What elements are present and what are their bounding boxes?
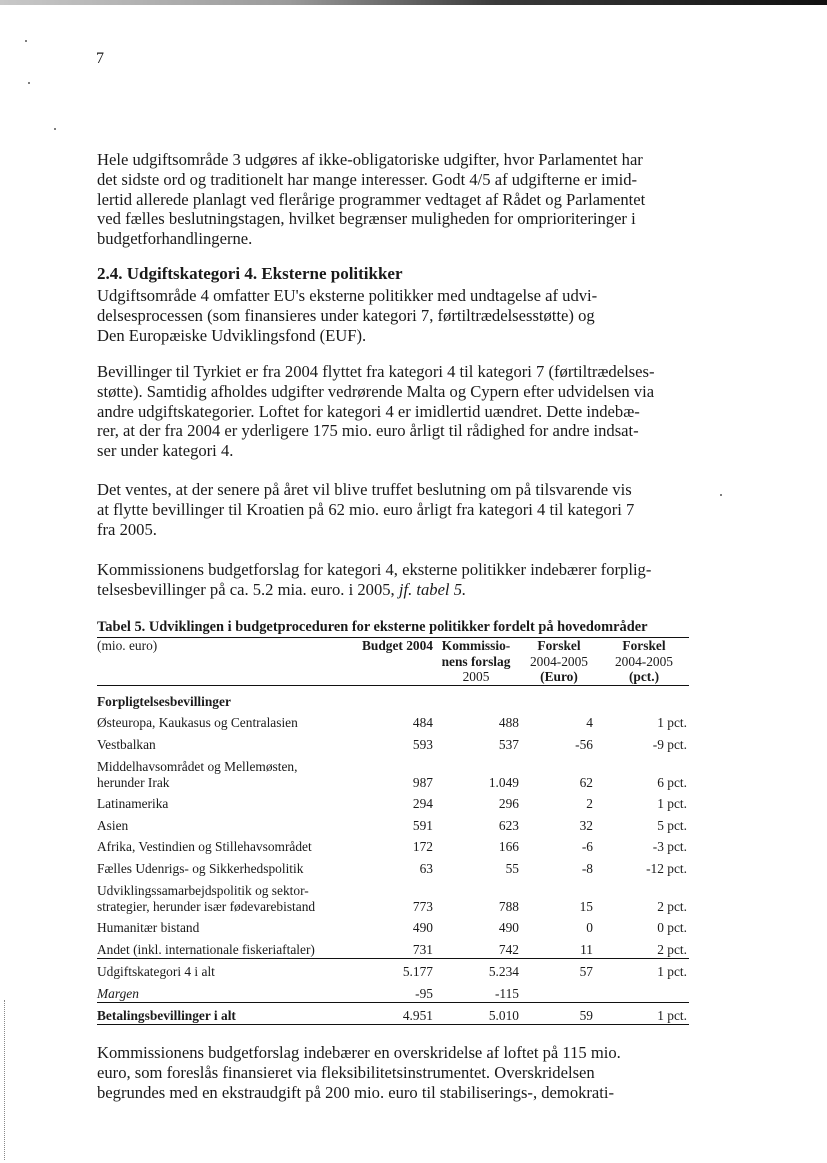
cell-forslag: 490 <box>498 920 519 935</box>
cell-pct: 6 pct. <box>657 774 687 790</box>
header-forskel-pct: Forskel <box>622 638 666 653</box>
cell-forslag: 55 <box>505 860 519 876</box>
cell-forskel: 0 <box>586 920 593 935</box>
cell-forskel: 2 <box>586 796 593 811</box>
cell-forskel: -56 <box>575 736 593 752</box>
cell-forskel: -6 <box>581 839 593 854</box>
table-section-row <box>97 685 689 710</box>
header-forskel-euro: Forskel <box>537 638 581 653</box>
table-row <box>97 936 689 958</box>
text-line: Det ventes, at der senere på året vil blive truffet beslutning om på tilsvarende vis <box>97 480 632 499</box>
cell-forslag: 296 <box>498 796 519 811</box>
table-row <box>97 877 689 915</box>
cell-pct: 0 pct. <box>657 920 687 935</box>
cell-budget: 63 <box>419 860 433 876</box>
cell-forslag: 5.234 <box>433 958 519 980</box>
paragraph-croatia <box>97 480 693 539</box>
text-line: Bevillinger til Tyrkiet er fra 2004 flyttet fra kategori 4 til kategori 7 (førtiltrædelses- <box>97 362 655 381</box>
table-margin-row <box>97 980 689 1002</box>
table-header-row <box>97 638 689 654</box>
text-line: støtte). Samtidig afholdes udgifter vedrørende Malta og Cypern efter udvidelsen via <box>97 381 655 401</box>
paragraph-overrun <box>97 1043 693 1102</box>
cell-pct: 1 pct. <box>599 1002 689 1025</box>
paragraph-budget-category-3 <box>97 150 693 249</box>
row-label: Andet (inkl. internationale fiskeriaftaler) <box>97 941 315 957</box>
paragraph-scope <box>97 286 693 345</box>
row-label-line1: Middelhavsområdet og Mellemøsten, <box>97 758 298 774</box>
text-line: budgetforhandlingerne. <box>97 229 253 249</box>
table-payments-row <box>97 1002 689 1025</box>
scan-speck <box>28 82 30 84</box>
table-row <box>97 731 689 753</box>
text-line: at flytte bevillinger til Kroatien på 62 mio. euro årligt fra kategori 4 til kategori 7 <box>97 499 635 519</box>
section-label: Forpligtelsesbevillinger <box>97 693 231 709</box>
cell-budget: 591 <box>412 817 433 833</box>
header-forskel-euro-line3: (Euro) <box>540 669 578 684</box>
cell-forslag: 166 <box>498 839 519 854</box>
scan-speck <box>54 128 56 130</box>
cell-forskel: 57 <box>519 958 599 980</box>
text-line: delsesprocessen (som finansieres under kategori 7, førtiltrædelsesstøtte) og <box>97 305 595 325</box>
cell-pct: -12 pct. <box>646 860 687 876</box>
paragraph-turkey <box>97 362 693 461</box>
cell-forskel: 32 <box>579 817 593 833</box>
table-header-row <box>97 669 689 685</box>
cell-forskel: -8 <box>581 860 593 876</box>
cell-forskel: 15 <box>579 898 593 914</box>
row-label-line1: Udviklingssamarbejdspolitik og sektor- <box>97 882 309 898</box>
table-row <box>97 791 689 813</box>
text-line: ser under kategori 4. <box>97 441 234 461</box>
cell-budget: 773 <box>412 898 433 914</box>
table-caption: Tabel 5. Udviklingen i budgetproceduren for eksterne politikker fordelt på hovedområder <box>97 619 648 635</box>
text-line: Kommissionens budgetforslag for kategori 4, eksterne politikker indebærer forplig- <box>97 560 652 579</box>
header-forslag-line2: nens forslag <box>441 653 511 669</box>
cell-budget: 4.951 <box>355 1002 433 1025</box>
cell-budget: 172 <box>412 839 433 854</box>
cell-budget: 731 <box>412 941 433 957</box>
cell-forslag: 5.010 <box>433 1002 519 1025</box>
text-line: lertid allerede planlagt ved flerårige programmer vedtaget af Rådet og Parlamentet <box>97 189 646 209</box>
cell-budget: 5.177 <box>355 958 433 980</box>
total-label: Udgiftskategori 4 i alt <box>97 958 355 980</box>
header-forskel-pct-line2: 2004-2005 <box>614 653 674 669</box>
text-line <box>97 580 693 600</box>
header-forskel-pct-line3: (pct.) <box>628 669 660 684</box>
cell-forslag: 1.049 <box>488 774 519 790</box>
cell-budget: 294 <box>412 796 433 811</box>
table-row <box>97 710 689 732</box>
cell-budget: 490 <box>412 920 433 935</box>
header-budget: Budget 2004 <box>361 638 433 653</box>
text-line: rer, at der fra 2004 er yderligere 175 mio. euro årligt til rådighed for andre indsat- <box>97 421 639 441</box>
text-line: andre udgiftskategorier. Loftet for kategori 4 er imidlertid uændret. Dette indebæ- <box>97 401 640 421</box>
scan-speck <box>720 494 722 496</box>
table-reference: jf. tabel 5. <box>398 579 467 599</box>
section-heading: 2.4. Udgiftskategori 4. Eksterne politikker <box>97 264 403 283</box>
cell-pct: 2 pct. <box>657 941 687 957</box>
table-total-row <box>97 958 689 980</box>
row-label <box>97 753 355 791</box>
cell-forskel: 62 <box>579 774 593 790</box>
cell-forskel: 11 <box>580 941 593 957</box>
scan-speck <box>25 40 27 42</box>
cell-pct: -3 pct. <box>652 839 687 854</box>
row-label: Vestbalkan <box>97 736 156 752</box>
cell-budget: 987 <box>412 774 433 790</box>
table-row <box>97 855 689 877</box>
text-line: ved fælles beslutningstagen, hvilket begrænser muligheden for omprioriteringer i <box>97 209 636 229</box>
cell-budget: -95 <box>415 985 433 1001</box>
text-line: begrundes med en ekstraudgift på 200 mio. euro til stabiliserings-, demokrati- <box>97 1082 615 1102</box>
unit-label: (mio. euro) <box>97 638 158 653</box>
header-forslag-line3: 2005 <box>462 669 490 684</box>
cell-pct: 1 pct. <box>657 796 687 811</box>
cell-forslag: 537 <box>498 736 519 752</box>
cell-forslag: 788 <box>498 898 519 914</box>
page-number: 7 <box>96 50 104 67</box>
header-forslag: Kommissio- <box>441 638 511 653</box>
paragraph-proposal <box>97 560 693 600</box>
row-label-line2: strategier, herunder især fødevarebistand <box>97 898 316 914</box>
text-line: euro, som foreslås finansieret via fleksibilitetsinstrumentet. Overskridelsen <box>97 1062 595 1082</box>
table-row <box>97 753 689 791</box>
row-label: Østeuropa, Kaukasus og Centralasien <box>97 715 298 730</box>
row-label: Asien <box>97 817 129 833</box>
row-label: Afrika, Vestindien og Stillehavsområdet <box>97 839 312 854</box>
text-line: det sidste ord og traditionelt har mange interesser. Godt 4/5 af udgifterne er imid- <box>97 169 638 189</box>
text-line: Kommissionens budgetforslag indebærer en overskridelse af loftet på 115 mio. <box>97 1043 621 1062</box>
text-line: fra 2005. <box>97 519 157 539</box>
cell-forskel: 4 <box>586 715 593 730</box>
scan-edge-left <box>4 1000 7 1160</box>
table-row <box>97 915 689 937</box>
cell-pct: 2 pct. <box>657 898 687 914</box>
cell-pct: 1 pct. <box>657 715 687 730</box>
scan-edge-top <box>0 0 827 5</box>
row-label: Humanitær bistand <box>97 920 200 935</box>
cell-budget: 484 <box>412 715 433 730</box>
row-label: Fælles Udenrigs- og Sikkerhedspolitik <box>97 860 304 876</box>
cell-forslag: -115 <box>494 985 519 1001</box>
cell-forslag: 488 <box>498 715 519 730</box>
header-forskel-euro-line2: 2004-2005 <box>529 653 589 669</box>
row-label: Latinamerika <box>97 796 169 811</box>
budget-table <box>97 637 689 1025</box>
payments-label: Betalingsbevillinger i alt <box>97 1002 355 1025</box>
table-row <box>97 834 689 856</box>
cell-pct: 1 pct. <box>599 958 689 980</box>
cell-budget: 593 <box>412 736 433 752</box>
text-line: Den Europæiske Udviklingsfond (EUF). <box>97 325 367 345</box>
row-label <box>97 877 355 915</box>
table-header-row <box>97 654 689 670</box>
cell-forslag: 742 <box>498 941 519 957</box>
text-fragment: telsesbevillinger på ca. 5.2 mia. euro. i 2005, <box>97 579 399 599</box>
text-line: Hele udgiftsområde 3 udgøres af ikke-obligatoriske udgifter, hvor Parlamentet har <box>97 150 643 169</box>
cell-forslag: 623 <box>498 817 519 833</box>
cell-pct: 5 pct. <box>657 817 687 833</box>
margin-label: Margen <box>97 985 139 1001</box>
cell-forskel: 59 <box>519 1002 599 1025</box>
table-row <box>97 812 689 834</box>
cell-pct: -9 pct. <box>652 736 687 752</box>
row-label-line2: herunder Irak <box>97 774 170 790</box>
text-line: Udgiftsområde 4 omfatter EU's eksterne politikker med undtagelse af udvi- <box>97 286 598 305</box>
